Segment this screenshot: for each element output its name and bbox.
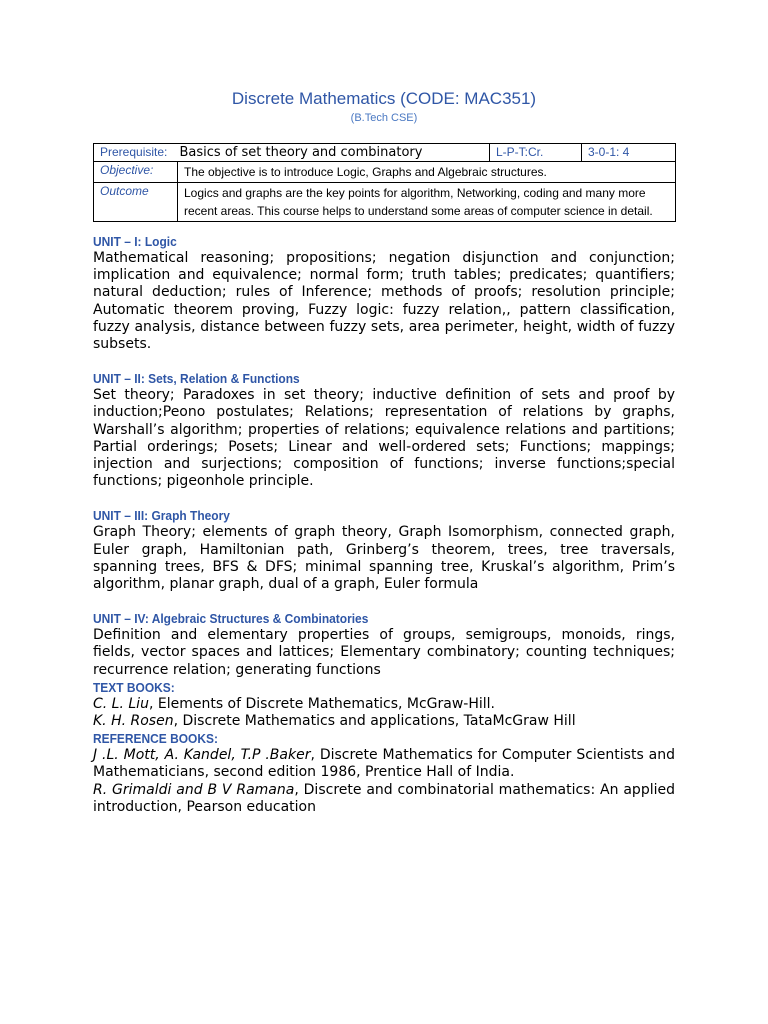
- ltpc-value: 3-0-1: 4: [582, 144, 676, 162]
- unit-heading: UNIT – I: Logic: [93, 234, 177, 249]
- unit-heading: UNIT – IV: Algebraic Structures & Combinatories: [93, 611, 369, 627]
- prerequisite-row: [94, 144, 676, 162]
- objective-row: [94, 162, 676, 183]
- text-books: [93, 679, 675, 730]
- book-details: , Discrete and combinatorial mathematics: An applied introduction, Pearson education: [93, 781, 675, 815]
- unit-1: [93, 233, 675, 353]
- unit-body: Mathematical reasoning; propositions; negation disjunction and conjunction; implication and equivalence; normal form; truth tables; predicates; quantifiers; natural deduction; rules of Inference; methods of proofs; resolution principle; Automatic theorem proving, Fuzzy logic: fuzzy relation,, pattern classification, fuzzy analysis, distance between fuzzy sets, area perimeter, height, width of fuzzy subsets.: [93, 250, 675, 353]
- prerequisite-label: Prerequisite:: [94, 144, 178, 162]
- book-author: C. L. Liu: [93, 695, 149, 712]
- outcome-value: Logics and graphs are the key points for algorithm, Networking, coding and many more recent areas. This course helps to understand some areas of computer science in detail.: [178, 183, 676, 222]
- page-subtitle: (B.Tech CSE): [350, 112, 418, 124]
- outcome-row: [94, 183, 676, 222]
- book-details: , Discrete Mathematics for Computer Scientists and Mathematicians, second edition 1986, Prentice Hall of India.: [93, 747, 675, 781]
- unit-3: [93, 507, 675, 593]
- unit-body: Definition and elementary properties of groups, semigroups, monoids, rings, fields, vector spaces and lattices; Elementary combinatory; counting techniques; recurrence relation; generating functions: [93, 627, 675, 678]
- page-title: Discrete Mathematics (CODE: MAC351): [231, 89, 537, 108]
- prerequisite-value: Basics of set theory and combinatory: [178, 144, 490, 162]
- reference-books: [93, 730, 675, 816]
- objective-label: Objective:: [94, 162, 178, 183]
- book-author: J .L. Mott, A. Kandel, T.P .Baker: [93, 747, 311, 764]
- objective-value: The objective is to introduce Logic, Graphs and Algebraic structures.: [178, 162, 676, 183]
- book-author: R. Grimaldi and B V Ramana: [93, 781, 295, 798]
- unit-heading: UNIT – II: Sets, Relation & Functions: [93, 371, 300, 387]
- unit-body: Graph Theory; elements of graph theory, Graph Isomorphism, connected graph, Euler graph, Hamiltonian path, Grinberg’s theorem, trees, tree traversals, spanning trees, BFS & DFS; minimal spanning tree, Kruskal’s algorithm, Prim’s algorithm, planar graph, dual of a graph, Euler formula: [93, 524, 675, 593]
- syllabus-content: [93, 233, 675, 816]
- unit-2: [93, 370, 675, 490]
- text-book-entry: [93, 696, 675, 713]
- reference-book-entry: [93, 782, 675, 816]
- book-details: , Elements of Discrete Mathematics, McGraw-Hill.: [148, 695, 496, 712]
- text-books-heading: TEXT BOOKS:: [93, 679, 175, 695]
- book-details: , Discrete Mathematics and applications, TataMcGraw Hill: [173, 713, 576, 730]
- unit-4: [93, 610, 675, 679]
- course-info-table: [93, 143, 676, 222]
- reference-book-entry: [93, 747, 675, 781]
- ltpc-label: L-P-T:Cr.: [490, 144, 582, 162]
- reference-books-heading: REFERENCE BOOKS:: [93, 731, 218, 747]
- unit-heading: UNIT – III: Graph Theory: [93, 508, 230, 524]
- unit-body: Set theory; Paradoxes in set theory; inductive definition of sets and proof by induction;Peono postulates; Relations; representation of relations by graphs, Warshall’s algorithm; properties of relations; equivalence relations and partitions; Partial orderings; Posets; Linear and well-ordered sets; Functions; mappings; injection and surjections; composition of functions; inverse functions;special functions; pigeonhole principle.: [93, 387, 675, 490]
- outcome-label: Outcome: [94, 183, 178, 222]
- book-author: K. H. Rosen: [93, 713, 174, 730]
- text-book-entry: [93, 713, 675, 730]
